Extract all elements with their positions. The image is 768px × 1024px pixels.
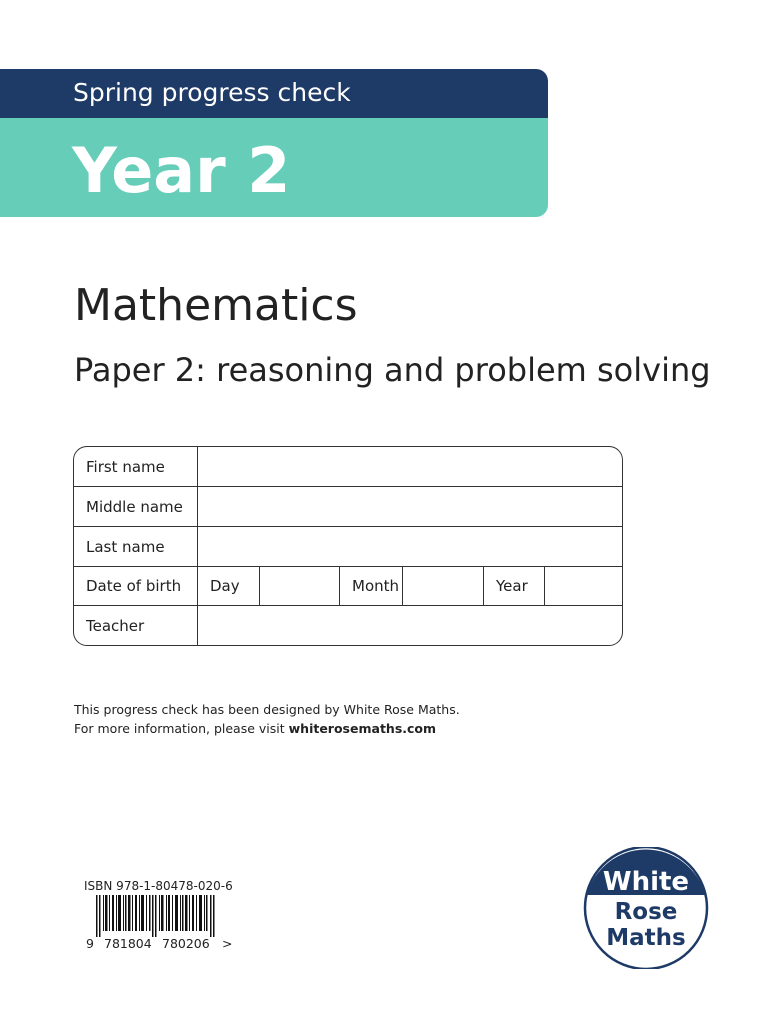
info-line-2 [74,719,460,738]
barcode-left-digits: 781804 [104,936,152,951]
dob-label: Date of birth [74,566,198,605]
month-field[interactable] [403,566,484,605]
logo-line-2: Rose [614,899,678,925]
first-name-label: First name [74,447,198,486]
isbn-text: ISBN 978-1-80478-020-6 [84,879,233,893]
year-field[interactable] [545,566,622,605]
year-label: Year [484,566,545,605]
info-line-2-prefix: For more information, please visit [74,721,289,736]
middle-name-label: Middle name [74,487,198,526]
header-subtitle-bar [0,69,548,118]
subject-title: Mathematics [74,280,358,331]
middle-name-field[interactable] [198,487,622,526]
first-name-field[interactable] [198,447,622,486]
last-name-field[interactable] [198,527,622,566]
website-link[interactable]: whiterosemaths.com [288,721,437,736]
header-subtitle: Spring progress check [73,78,351,107]
white-rose-maths-logo [582,847,710,969]
last-name-label: Last name [74,527,198,566]
teacher-row [74,606,622,646]
barcode-arrow: > [222,936,233,951]
pupil-details-form [73,446,623,646]
month-label: Month [340,566,403,605]
info-line-1: This progress check has been designed by White Rose Maths. [74,702,460,717]
barcode-first-digit: 9 [86,936,94,951]
day-label: Day [198,566,260,605]
teacher-label: Teacher [74,606,198,646]
middle-name-row [74,487,622,527]
header-title-bar [0,118,548,217]
barcode-icon [96,895,220,937]
last-name-row [74,527,622,567]
header-title: Year 2 [72,134,291,207]
paper-title: Paper 2: reasoning and problem solving [74,351,711,389]
logo-line-1: White [602,867,690,897]
barcode-right-digits: 780206 [162,936,210,951]
day-field[interactable] [260,566,340,605]
info-text [74,700,460,738]
teacher-field[interactable] [198,606,622,646]
logo-line-3: Maths [606,925,686,951]
first-name-row [74,447,622,487]
dob-row [74,566,622,606]
